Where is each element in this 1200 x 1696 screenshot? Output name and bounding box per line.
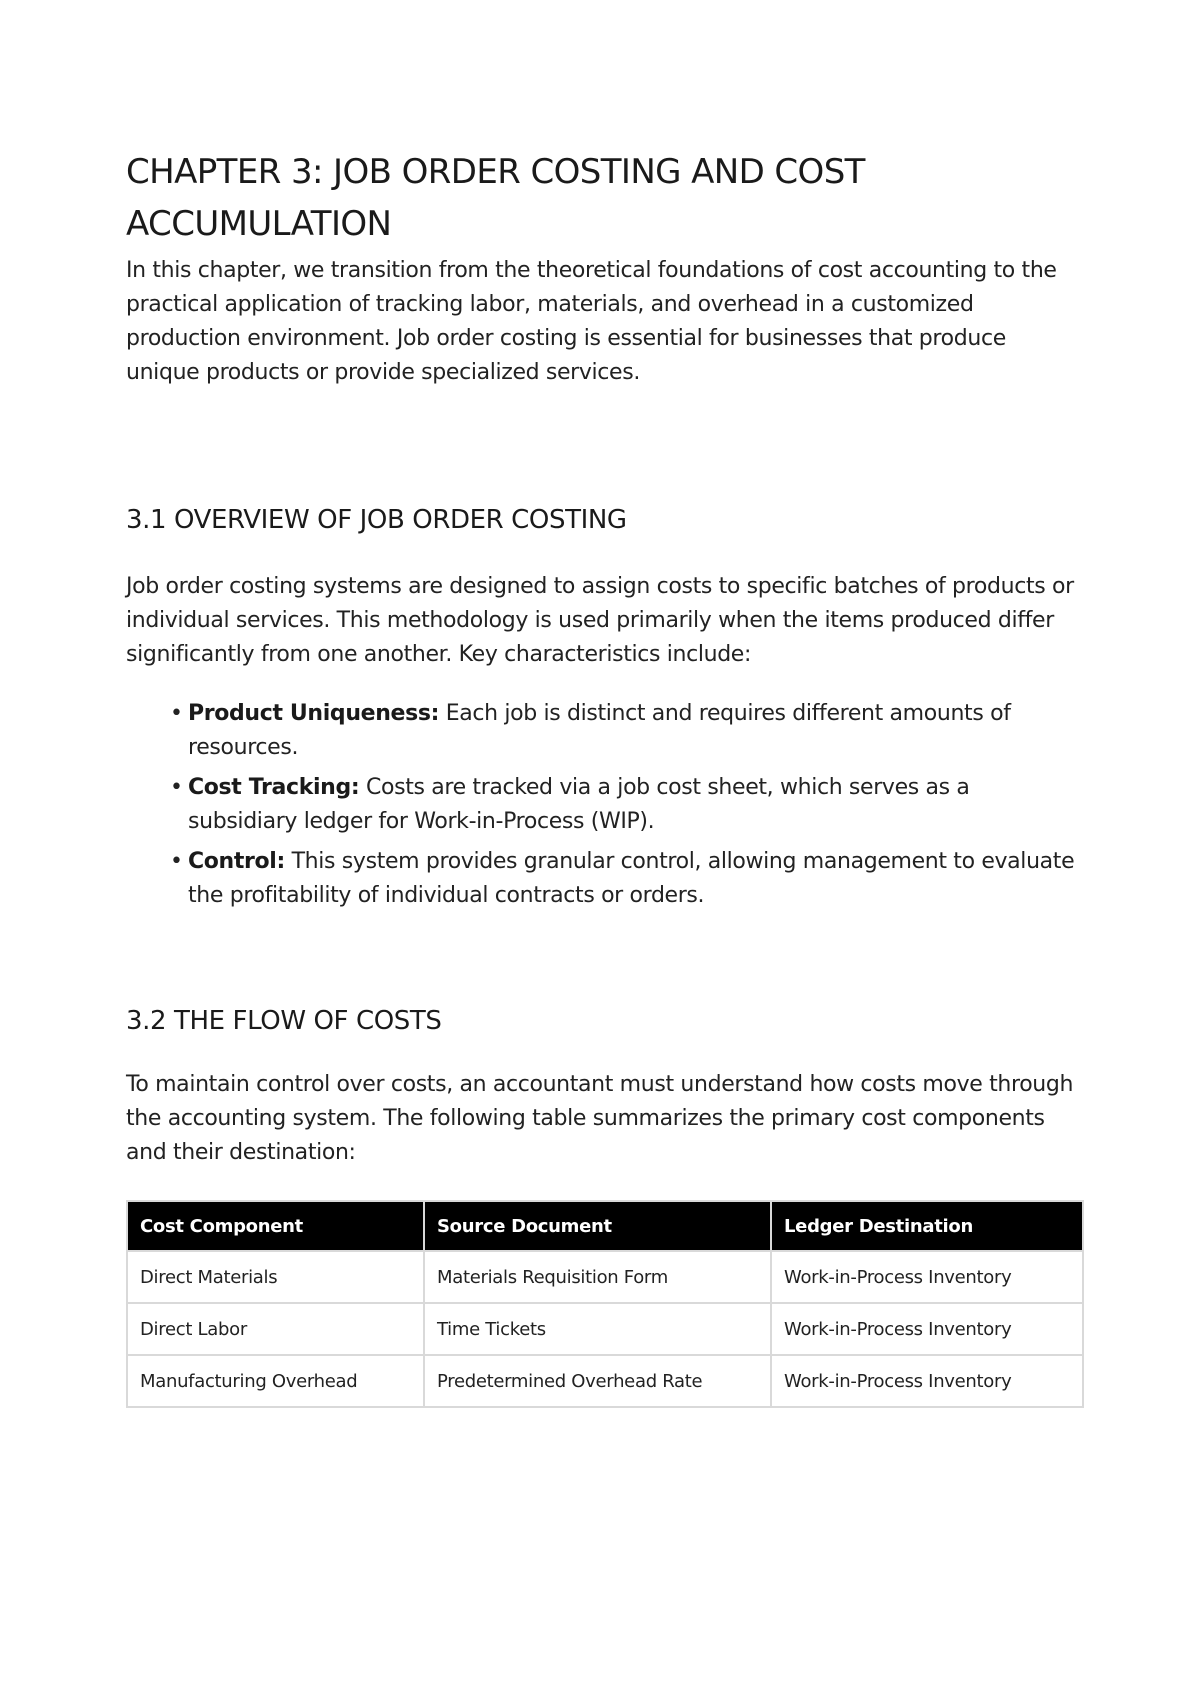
column-header: Ledger Destination <box>771 1201 1083 1251</box>
characteristics-list <box>126 697 1084 919</box>
list-item-text: Each job is distinct and requires different amounts of resources. <box>188 701 1011 760</box>
cost-flow-table <box>126 1200 1084 1408</box>
section-heading-flow-of-costs: 3.2 THE FLOW OF COSTS <box>126 1006 442 1036</box>
table-cell: Direct Labor <box>127 1303 424 1355</box>
section-heading-overview: 3.1 OVERVIEW OF JOB ORDER COSTING <box>126 505 627 535</box>
list-item-text: This system provides granular control, allowing management to evaluate the profitability of individual contracts or orders. <box>188 849 1075 908</box>
bullet-icon: • <box>170 849 183 874</box>
list-item-label: Product Uniqueness: <box>188 701 440 726</box>
column-header: Source Document <box>424 1201 771 1251</box>
column-header: Cost Component <box>127 1201 424 1251</box>
intro-paragraph: In this chapter, we transition from the theoretical foundations of cost accounting to the practical application of tracking labor, materials, and overhead in a customized production environment. Job order costing is essential for businesses that produce unique products or provide specialized services. <box>126 258 1057 385</box>
table-row <box>127 1355 1083 1407</box>
overview-paragraph: Job order costing systems are designed to assign costs to specific batches of products or individual services. This methodology is used primarily when the items produced differ significantly from one another. Key characteristics include: <box>126 574 1074 667</box>
table-cell: Time Tickets <box>424 1303 771 1355</box>
list-item-label: Control: <box>188 849 285 874</box>
list-item <box>126 845 1084 913</box>
table-cell: Work-in-Process Inventory <box>771 1251 1083 1303</box>
list-item <box>126 697 1084 765</box>
chapter-title: CHAPTER 3: JOB ORDER COSTING AND COST ACCUMULATION <box>126 152 865 244</box>
list-item-text: Costs are tracked via a job cost sheet, which serves as a subsidiary ledger for Work-in-Process (WIP). <box>188 775 970 834</box>
table-cell: Direct Materials <box>127 1251 424 1303</box>
bullet-icon: • <box>170 701 183 726</box>
table-cell: Predetermined Overhead Rate <box>424 1355 771 1407</box>
bullet-icon: • <box>170 775 183 800</box>
table-header-row <box>127 1201 1083 1251</box>
table-cell: Work-in-Process Inventory <box>771 1355 1083 1407</box>
table-cell: Materials Requisition Form <box>424 1251 771 1303</box>
table-cell: Work-in-Process Inventory <box>771 1303 1083 1355</box>
flow-paragraph: To maintain control over costs, an accountant must understand how costs move through the accounting system. The following table summarizes the primary cost components and their destination: <box>126 1072 1074 1165</box>
table-row <box>127 1303 1083 1355</box>
table-cell: Manufacturing Overhead <box>127 1355 424 1407</box>
list-item-label: Cost Tracking: <box>188 775 360 800</box>
list-item <box>126 771 1084 839</box>
table-row <box>127 1251 1083 1303</box>
